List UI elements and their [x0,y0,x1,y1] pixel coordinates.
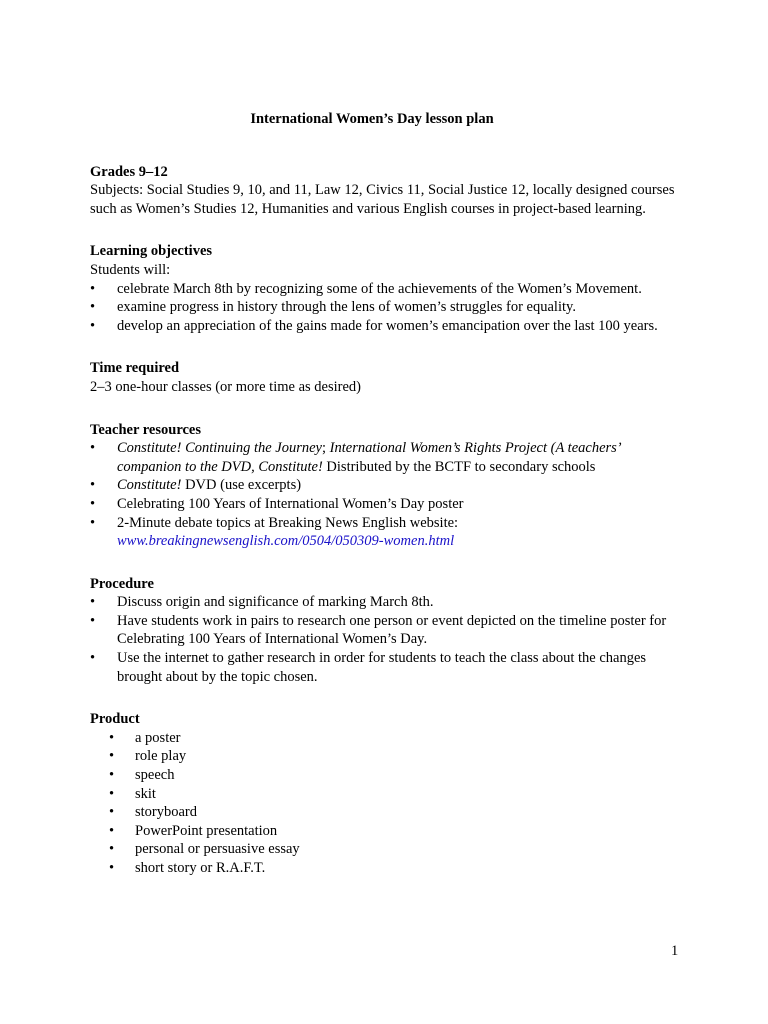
list-item: • a poster [90,729,680,748]
objectives-intro: Students will: [90,261,171,278]
procedure-section [90,575,680,687]
resource-dvd-title: Constitute! [117,477,182,494]
objectives-section [90,242,680,335]
list-item: • short story or R.A.F.T. [90,859,680,878]
resource-dvd-note: DVD (use excerpts) [181,477,302,494]
time-text: 2–3 one-hour classes (or more time as desired) [90,378,361,395]
list-item: • Celebrating 100 Years of International Women’s Day poster [90,495,680,514]
time-section [90,359,680,396]
list-item: • skit [90,785,680,804]
list-item: • Use the internet to gather research in order for students to teach the class about the changes brought about by the topic chosen. [90,649,680,686]
list-item: • Have students work in pairs to research one person or event depicted on the timeline poster for Celebrating 100 Years of International Women’s Day. [90,612,680,649]
resources-section [90,421,680,551]
resources-heading: Teacher resources [90,421,202,438]
document-body [90,110,680,878]
product-heading: Product [90,711,140,728]
page-number: 1 [671,943,679,959]
list-item: • examine progress in history through the lens of women’s struggles for equality. [90,298,680,317]
page-title: International Women’s Day lesson plan [250,111,494,127]
procedure-heading: Procedure [90,575,154,592]
procedure-list [90,593,680,686]
list-item: • PowerPoint presentation [90,822,680,841]
list-item [90,476,680,495]
resource-note: Distributed by the BCTF to secondary schools [322,458,596,475]
list-item: • storyboard [90,803,680,822]
time-heading: Time required [90,360,180,377]
list-item: • role play [90,747,680,766]
resource-title: Constitute! Continuing the Journey [117,440,322,457]
list-item [90,439,680,476]
list-item: • speech [90,766,680,785]
grades-section [90,163,680,219]
breaking-news-link[interactable]: www.breakingnewsenglish.com/0504/050309-women.html [117,533,455,550]
grades-heading: Grades 9–12 [90,163,168,180]
list-item [90,514,680,551]
product-list [90,729,680,878]
resource-subtitle: International Women’s Rights Project (A teachers’ companion to the DVD, Constitute! [117,440,621,475]
list-item: • celebrate March 8th by recognizing some of the achievements of the Women’s Movement. [90,280,680,299]
objectives-list [90,280,680,336]
objectives-heading: Learning objectives [90,243,213,260]
resource-website-text: 2-Minute debate topics at Breaking News English website: [117,514,459,531]
resource-separator: ; [322,440,330,457]
subjects-text: Subjects: Social Studies 9, 10, and 11, Law 12, Civics 11, Social Justice 12, locally designed courses such as Women’s Studies 12, Humanities and various English courses in project-based learning. [90,182,675,217]
resources-list [90,439,680,551]
product-section [90,710,680,877]
list-item: • personal or persuasive essay [90,840,680,859]
list-item: • Discuss origin and significance of marking March 8th. [90,593,680,612]
list-item: • develop an appreciation of the gains made for women’s emancipation over the last 100 years. [90,317,680,336]
